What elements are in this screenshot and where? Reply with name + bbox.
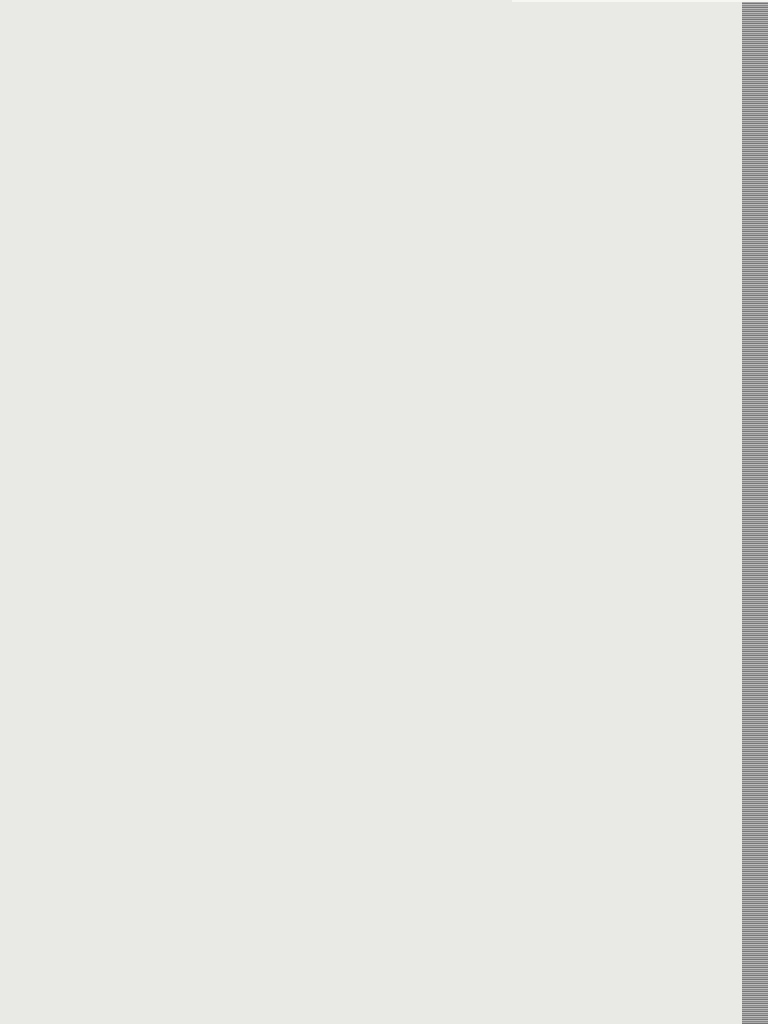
- scanner-edge: [742, 0, 768, 1024]
- left-page: [512, 0, 768, 2]
- textbook-spread: [512, 0, 768, 2]
